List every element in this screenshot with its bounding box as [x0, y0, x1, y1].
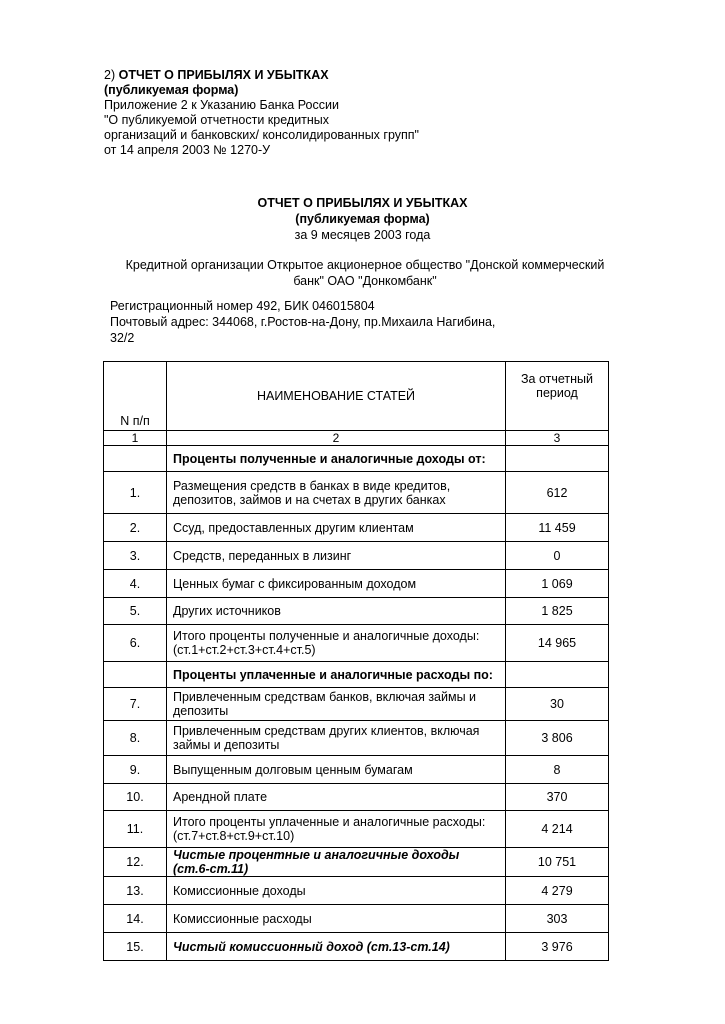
row-value: 370: [506, 784, 609, 811]
row-name: Чистые процентные и аналогичные доходы (ст.6-ст.11): [167, 848, 506, 877]
row-num: 15.: [104, 933, 167, 961]
row-name: Арендной плате: [167, 784, 506, 811]
row-num: 4.: [104, 570, 167, 598]
table-row: [104, 625, 609, 662]
row-num: 12.: [104, 848, 167, 877]
row-value: 1 069: [506, 570, 609, 598]
header-name: НАИМЕНОВАНИЕ СТАТЕЙ: [167, 362, 506, 431]
table-row: [104, 688, 609, 721]
table-row: [104, 848, 609, 877]
row-value: 4 214: [506, 811, 609, 848]
row-num: 9.: [104, 756, 167, 784]
report-period: за 9 месяцев 2003 года: [294, 228, 431, 242]
row-value: 3 806: [506, 721, 609, 756]
organization-name: [100, 257, 630, 289]
organization-line-2: банк" ОАО "Донкомбанк": [293, 274, 437, 288]
row-num: 6.: [104, 625, 167, 662]
row-name: Привлеченным средствам других клиентов, включая займы и депозиты: [167, 721, 506, 756]
table-row: [104, 784, 609, 811]
row-name: Комиссионные расходы: [167, 905, 506, 933]
appendix-line-6: от 14 апреля 2003 № 1270-У: [104, 143, 271, 157]
row-value: 4 279: [506, 877, 609, 905]
row-value: 10 751: [506, 848, 609, 877]
table-row: [104, 721, 609, 756]
organization-line-1: Кредитной организации Открытое акционерное общество "Донской коммерческий: [125, 258, 605, 272]
row-num: 13.: [104, 877, 167, 905]
registration-number: Регистрационный номер 492, БИК 046015804: [110, 299, 375, 313]
section-heading: Проценты полученные и аналогичные доходы от:: [167, 446, 506, 472]
appendix-line-2: (публикуемая форма): [104, 83, 239, 97]
row-num: 11.: [104, 811, 167, 848]
row-num: 14.: [104, 905, 167, 933]
table-row: [104, 472, 609, 514]
table-header-row: [104, 362, 609, 431]
row-num: 10.: [104, 784, 167, 811]
row-name: Итого проценты уплаченные и аналогичные расходы: (ст.7+ст.8+ст.9+ст.10): [167, 811, 506, 848]
postal-address-cont: 32/2: [110, 331, 135, 345]
row-value: [506, 446, 609, 472]
row-num: 7.: [104, 688, 167, 721]
row-value: 30: [506, 688, 609, 721]
row-name: Средств, переданных в лизинг: [167, 542, 506, 570]
report-title-line-2: (публикуемая форма): [295, 212, 430, 226]
table-row: [104, 662, 609, 688]
table-row: [104, 542, 609, 570]
row-value: 0: [506, 542, 609, 570]
postal-address: Почтовый адрес: 344068, г.Ростов-на-Дону, пр.Михаила Нагибина,: [110, 315, 496, 329]
row-name: Выпущенным долговым ценным бумагам: [167, 756, 506, 784]
appendix-line-4: "О публикуемой отчетности кредитных: [104, 113, 330, 127]
index-num: 1: [104, 431, 167, 446]
section-heading: Проценты уплаченные и аналогичные расходы по:: [167, 662, 506, 688]
table-index-row: [104, 431, 609, 446]
appendix-header: [104, 68, 419, 158]
row-value: 303: [506, 905, 609, 933]
table-row: [104, 933, 609, 961]
row-num: 1.: [104, 472, 167, 514]
row-value: 11 459: [506, 514, 609, 542]
row-value: [506, 662, 609, 688]
report-title-line-1: ОТЧЕТ О ПРИБЫЛЯХ И УБЫТКАХ: [257, 196, 468, 210]
header-value: За отчетный период: [506, 362, 609, 431]
row-value: 1 825: [506, 598, 609, 625]
row-num: 8.: [104, 721, 167, 756]
registration-info: [110, 298, 495, 346]
row-value: 14 965: [506, 625, 609, 662]
row-name: Ценных бумаг с фиксированным доходом: [167, 570, 506, 598]
report-title: [0, 195, 725, 243]
index-value: 3: [506, 431, 609, 446]
index-name: 2: [167, 431, 506, 446]
row-value: 612: [506, 472, 609, 514]
table-row: [104, 811, 609, 848]
row-name: Привлеченным средствам банков, включая займы и депозиты: [167, 688, 506, 721]
table-row: [104, 570, 609, 598]
row-value: 8: [506, 756, 609, 784]
row-value: 3 976: [506, 933, 609, 961]
table-row: [104, 756, 609, 784]
row-num: 5.: [104, 598, 167, 625]
row-name: Комиссионные доходы: [167, 877, 506, 905]
table-row: [104, 905, 609, 933]
row-num: [104, 446, 167, 472]
appendix-line-1: 2) ОТЧЕТ О ПРИБЫЛЯХ И УБЫТКАХ: [104, 68, 329, 82]
row-name: Размещения средств в банках в виде кредитов, депозитов, займов и на счетах в других банках: [167, 472, 506, 514]
table-row: [104, 877, 609, 905]
row-name: Итого проценты полученные и аналогичные доходы: (ст.1+ст.2+ст.3+ст.4+ст.5): [167, 625, 506, 662]
table-row: [104, 598, 609, 625]
row-name: Других источников: [167, 598, 506, 625]
row-num: [104, 662, 167, 688]
row-num: 2.: [104, 514, 167, 542]
appendix-line-3: Приложение 2 к Указанию Банка России: [104, 98, 339, 112]
appendix-title: ОТЧЕТ О ПРИБЫЛЯХ И УБЫТКАХ: [118, 68, 329, 82]
report-table: [103, 361, 609, 961]
row-num: 3.: [104, 542, 167, 570]
header-num: N п/п: [104, 362, 167, 431]
table-row: [104, 514, 609, 542]
row-name: Чистый комиссионный доход (ст.13-ст.14): [167, 933, 506, 961]
appendix-line-5: организаций и банковских/ консолидированных групп": [104, 128, 419, 142]
table-row: [104, 446, 609, 472]
row-name: Ссуд, предоставленных другим клиентам: [167, 514, 506, 542]
